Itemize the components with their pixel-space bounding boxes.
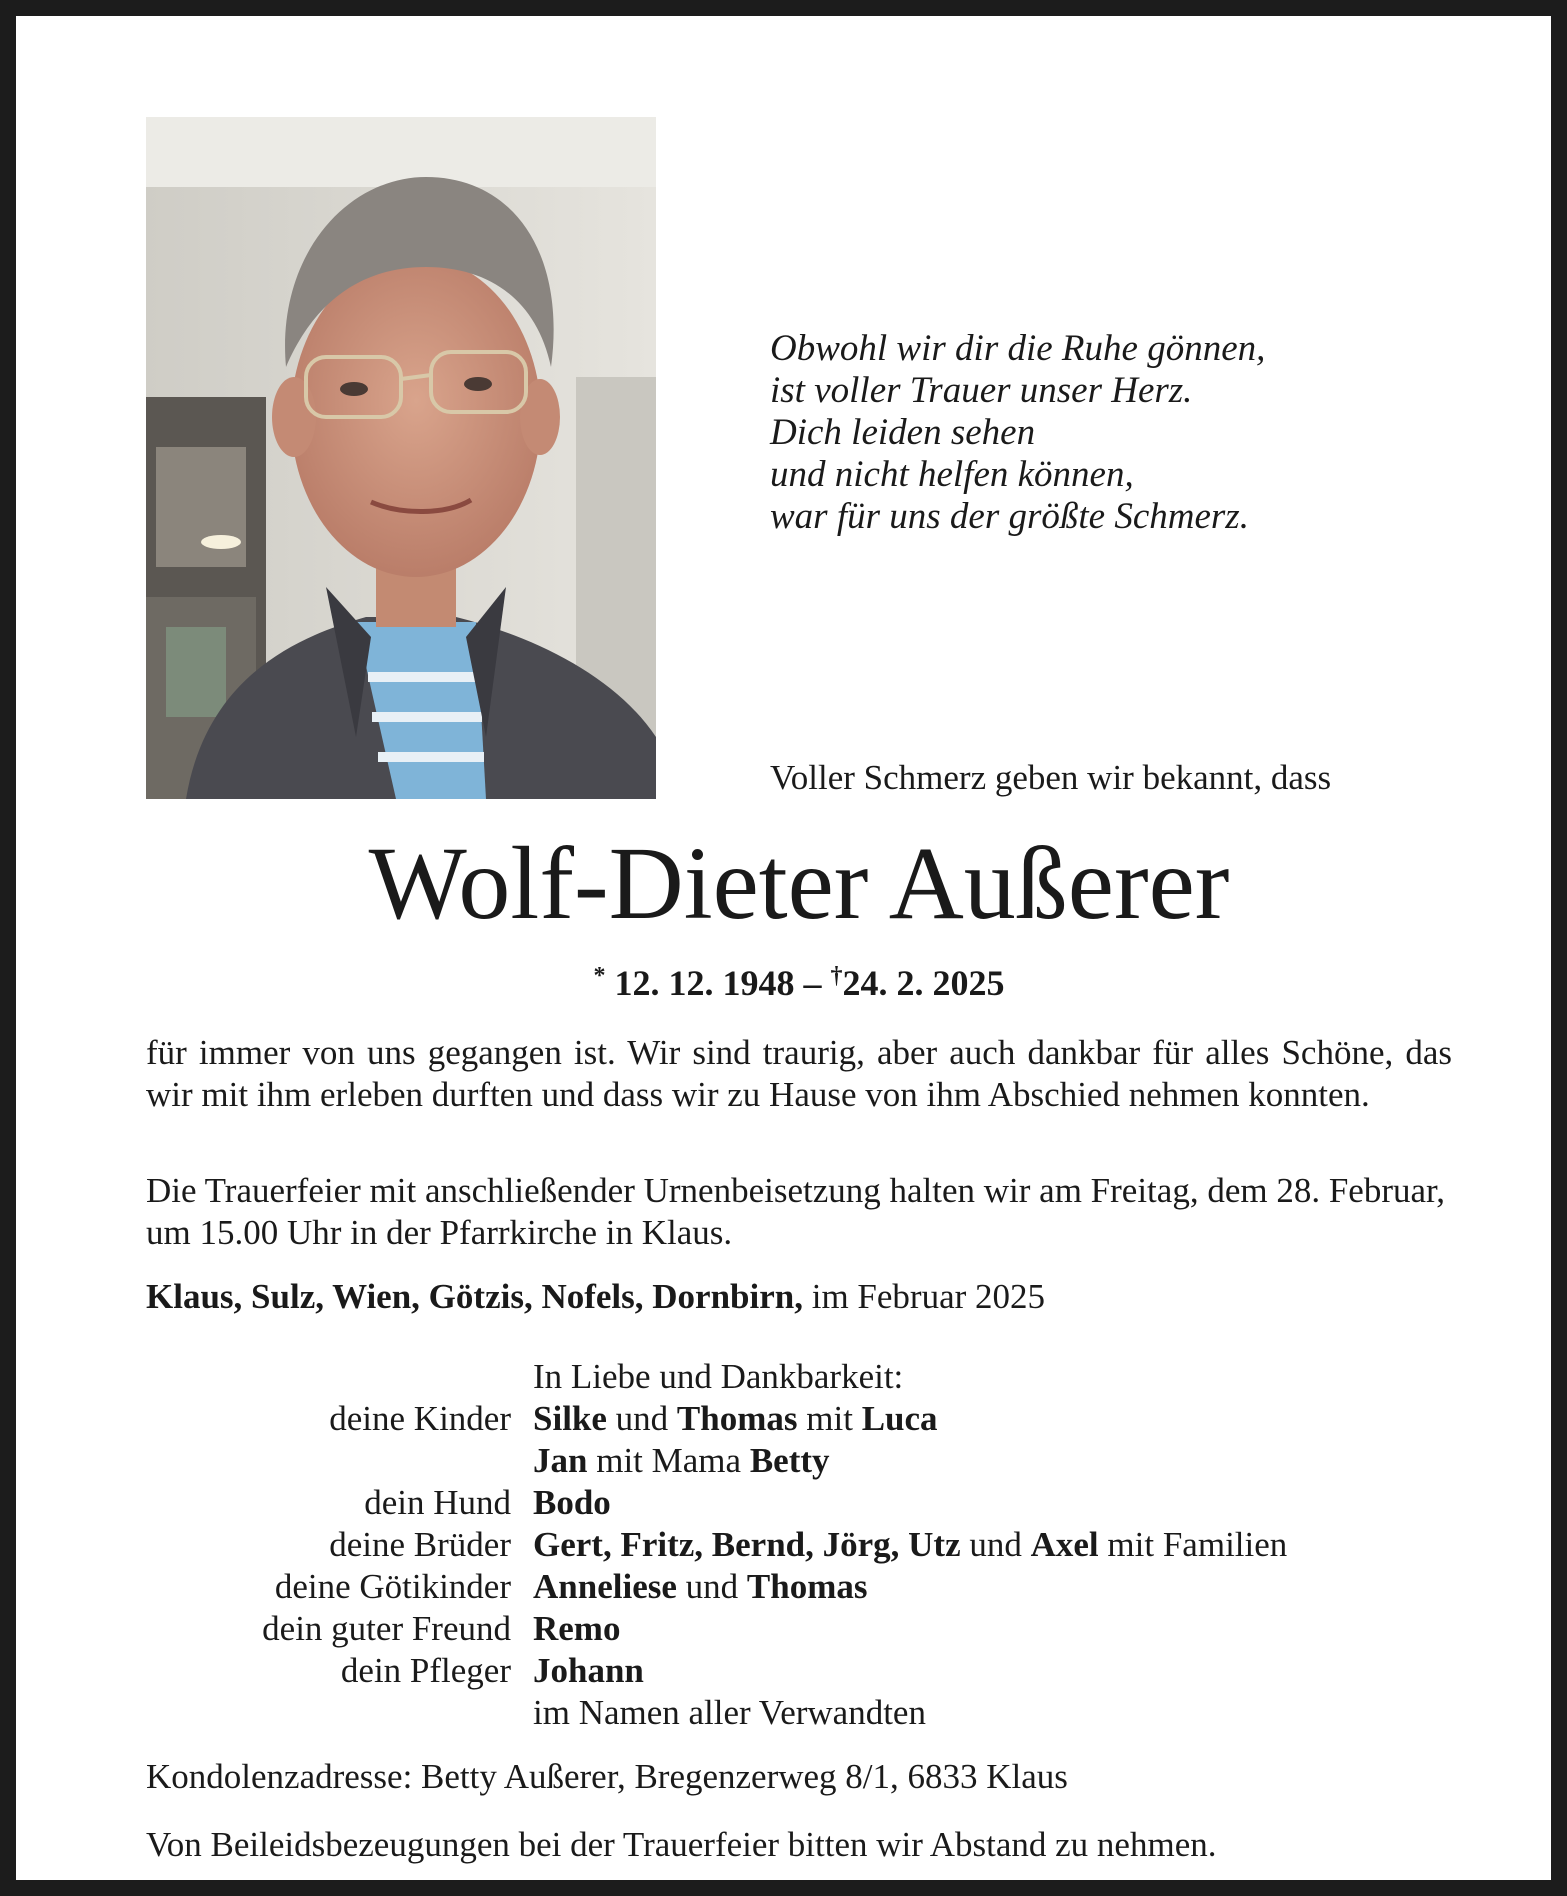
mourner-names — [533, 1566, 1452, 1608]
mourner-connector: mit Mama — [587, 1441, 750, 1480]
mourner-name: Jan — [533, 1441, 588, 1480]
mourner-row — [146, 1398, 1452, 1440]
poem-line: ist voller Trauer unser Herz. — [770, 370, 1193, 411]
condolence-address: Kondolenzadresse: Betty Außerer, Bregenzerweg 8/1, 6833 Klaus — [146, 1757, 1068, 1796]
poem — [770, 328, 1470, 538]
funeral-details-paragraph: Die Trauerfeier mit anschließender Urnenbeisetzung halten wir am Freitag, dem 28. Februar, um 15.00 Uhr in der Pfarrkirche in Klaus. — [146, 1171, 1446, 1252]
mourner-relation — [146, 1440, 533, 1482]
mourner-connector: mit — [797, 1399, 862, 1438]
mourner-relation: dein Hund — [364, 1483, 511, 1522]
places-towns: Klaus, Sulz, Wien, Götzis, Nofels, Dornbirn, — [146, 1277, 803, 1316]
mourner-name: Betty — [749, 1441, 830, 1480]
mourner-names — [533, 1608, 1452, 1650]
mourner-row — [146, 1524, 1452, 1566]
mourner-connector: mit Familien — [1098, 1525, 1288, 1564]
mourner-name: Remo — [533, 1609, 621, 1648]
mourner-names — [533, 1482, 1452, 1524]
mourner-relation: dein Pfleger — [340, 1651, 511, 1690]
poem-line: Dich leiden sehen — [770, 412, 1036, 453]
mourner-relation: deine Götikinder — [274, 1567, 511, 1606]
poem-line: war für uns der größte Schmerz. — [770, 496, 1249, 537]
places-date: im Februar 2025 — [802, 1277, 1046, 1316]
mourner-name: Axel — [1030, 1525, 1099, 1564]
mourner-relation: deine Brüder — [329, 1525, 511, 1564]
birth-symbol: * — [593, 963, 606, 989]
poem-line: Obwohl wir dir die Ruhe gönnen, — [770, 328, 1266, 369]
mourner-connector: und — [606, 1399, 677, 1438]
portrait-photo — [146, 117, 656, 799]
death-symbol: † — [830, 963, 843, 989]
mourner-relation: dein guter Freund — [262, 1609, 511, 1648]
mourner-name: Johann — [533, 1651, 644, 1690]
mourners-list — [146, 1356, 1452, 1734]
mourners-heading-row — [146, 1356, 1452, 1398]
condolence-note: Von Beileidsbezeugungen bei der Trauerfeier bitten wir Abstand zu nehmen. — [146, 1825, 1217, 1864]
mourner-row — [146, 1608, 1452, 1650]
mourner-names — [533, 1398, 1452, 1440]
mourner-name: Silke — [533, 1399, 607, 1438]
birth-date: 12. 12. 1948 — [614, 963, 795, 1003]
mourner-connector: und — [676, 1567, 747, 1606]
mourner-row — [146, 1566, 1452, 1608]
mourner-row — [146, 1482, 1452, 1524]
life-dates — [146, 954, 1452, 1005]
mourner-name: Bodo — [533, 1483, 611, 1522]
mourner-name: Thomas — [676, 1399, 798, 1438]
mourner-names — [533, 1440, 1452, 1482]
mourner-name: Anneliese — [533, 1567, 677, 1606]
intro-text: Voller Schmerz geben wir bekannt, dass — [770, 758, 1332, 797]
mourner-names — [533, 1650, 1452, 1692]
mourner-relation: deine Kinder — [329, 1399, 511, 1438]
mourner-name: Gert, Fritz, Bernd, Jörg, Utz — [533, 1525, 961, 1564]
mourner-names — [533, 1524, 1452, 1566]
places-line — [146, 1276, 1045, 1318]
date-separator: – — [803, 963, 822, 1003]
mourner-row — [146, 1440, 1452, 1482]
announcement-paragraph: für immer von uns gegangen ist. Wir sind traurig, aber auch dankbar für alles Schöne, das wir mit ihm erleben durften und dass wir zu Hause von ihm Abschied nehmen konnten. — [146, 1033, 1452, 1114]
mourners-closing: im Namen aller Verwandten — [533, 1693, 926, 1732]
mourner-row — [146, 1650, 1452, 1692]
death-date: 24. 2. 2025 — [842, 963, 1005, 1003]
mourner-connector: und — [960, 1525, 1031, 1564]
poem-line: und nicht helfen können, — [770, 454, 1134, 495]
mourner-name: Thomas — [746, 1567, 868, 1606]
mourners-closing-row — [146, 1692, 1452, 1734]
mourner-name: Luca — [861, 1399, 938, 1438]
deceased-name: Wolf-Dieter Außerer — [368, 826, 1230, 941]
mourners-heading: In Liebe und Dankbarkeit: — [533, 1357, 904, 1396]
